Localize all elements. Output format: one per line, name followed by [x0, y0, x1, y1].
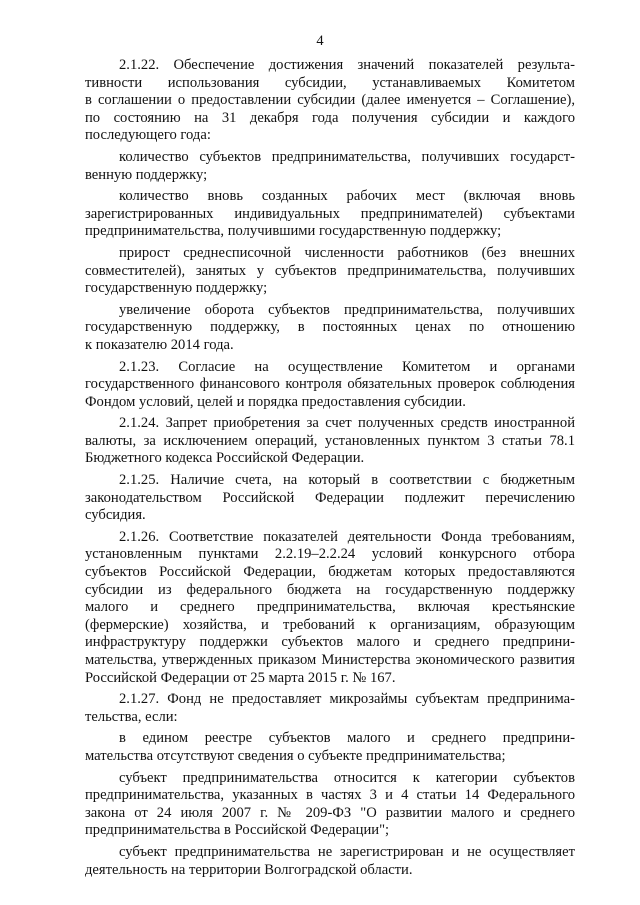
text-line: малого и среднего предпринимательства, включая крестьянские: [85, 599, 575, 616]
text-line: законодательством Российской Федерации подлежит перечислению: [85, 489, 575, 506]
text-line: зарегистрированных индивидуальных предпринимателей) субъектами: [85, 205, 575, 222]
text-line: 2.1.23. Согласие на осуществление Комитетом и органами: [119, 358, 575, 375]
text-line: Российской Федерации от 25 марта 2015 г. № 167.: [85, 669, 396, 686]
text-line: венную поддержку;: [85, 166, 208, 183]
text-line: предпринимательства, получившими государственную поддержку;: [85, 223, 502, 240]
text-line: государственного финансового контроля обязательных проверок соблюдения: [85, 376, 575, 393]
text-line: мательства, утвержденных приказом Министерства экономического развития: [85, 652, 575, 668]
text-line: закона от 24 июля 2007 г. № 209-ФЗ "О развитии малого и среднего: [85, 804, 575, 821]
text-line: последующего года:: [85, 127, 211, 144]
text-line: (фермерские) хозяйства, и требований к организациям, образующим: [85, 616, 575, 633]
paragraph-2-1-23: [85, 359, 575, 412]
text-line: по состоянию на 31 декабря года получения субсидии и каждого: [85, 109, 575, 126]
text-line: количество субъектов предпринимательства, получивших государст-: [119, 148, 575, 165]
paragraph-indicator-new-jobs: [85, 188, 575, 241]
text-line: в соглашении о предоставлении субсидии (далее именуется – Соглашение),: [85, 92, 575, 109]
text-line: валюты, за исключением операций, установленных пунктом 3 статьи 78.1: [85, 432, 575, 449]
text-line: совместителей), занятых у субъектов предпринимательства, получивших: [85, 262, 575, 279]
text-line: 2.1.26. Соответствие показателей деятельности Фонда требованиям,: [119, 528, 575, 545]
paragraph-2-1-27: [85, 691, 575, 726]
text-line: увеличение оборота субъектов предпринимательства, получивших: [119, 301, 575, 318]
paragraph-condition-registry: [85, 730, 575, 765]
paragraph-2-1-26: [85, 529, 575, 687]
paragraph-condition-category: [85, 770, 575, 840]
document-body: [85, 57, 575, 879]
text-line: предпринимательства в Российской Федерации";: [85, 822, 390, 839]
text-line: 2.1.24. Запрет приобретения за счет полученных средств иностранной: [119, 415, 575, 432]
text-line: установленным пунктами 2.2.19–2.2.24 условий конкурсного отбора: [85, 546, 575, 563]
text-line: Фондом условий, целей и порядка предоставления субсидии.: [85, 393, 466, 410]
text-line: государственную поддержку;: [85, 280, 268, 297]
paragraph-2-1-24: [85, 415, 575, 468]
text-line: субъект предпринимательства не зарегистрирован и не осуществляет: [119, 843, 575, 860]
text-line: деятельность на территории Волгоградской области.: [85, 861, 413, 878]
paragraph-indicator-turnover-growth: [85, 302, 575, 355]
text-line: мательства отсутствуют сведения о субъекте предпринимательства;: [85, 747, 506, 764]
text-line: тельства, если:: [85, 708, 178, 725]
text-line: субсидия.: [85, 507, 146, 524]
text-line: инфраструктуру поддержки субъектов малого и среднего предприни-: [85, 634, 575, 651]
page-number: 4: [316, 33, 324, 49]
paragraph-indicator-subjects-count: [85, 149, 575, 184]
paragraph-2-1-25: [85, 472, 575, 525]
text-line: количество вновь созданных рабочих мест (включая вновь: [119, 188, 575, 205]
text-line: предпринимательства, указанных в частях 3 и 4 статьи 14 Федерального: [85, 787, 575, 804]
text-line: к показателю 2014 года.: [85, 336, 234, 353]
text-line: тивности использования субсидии, устанавливаемых Комитетом: [85, 74, 575, 91]
text-line: 2.1.25. Наличие счета, на который в соответствии с бюджетным: [119, 472, 575, 489]
text-line: субсидии из федерального бюджета на государственную поддержку: [85, 581, 575, 598]
paragraph-indicator-headcount-growth: [85, 245, 575, 298]
text-line: 2.1.27. Фонд не предоставляет микрозаймы субъектам предпринима-: [119, 691, 575, 708]
text-line: субъект предпринимательства относится к категории субъектов: [119, 769, 575, 786]
text-line: 2.1.22. Обеспечение достижения значений показателей результа-: [119, 57, 575, 73]
text-line: Бюджетного кодекса Российской Федерации.: [85, 450, 365, 467]
text-line: государственную поддержку, в постоянных ценах по отношению: [85, 319, 575, 336]
text-line: в едином реестре субъектов малого и среднего предприни-: [119, 730, 575, 747]
text-line: прирост среднесписочной численности работников (без внешних: [119, 244, 575, 261]
paragraph-2-1-22: [85, 57, 575, 145]
paragraph-condition-region: [85, 844, 575, 879]
text-line: субъектов Российской Федерации, бюджетам которых предоставляются: [85, 564, 575, 581]
